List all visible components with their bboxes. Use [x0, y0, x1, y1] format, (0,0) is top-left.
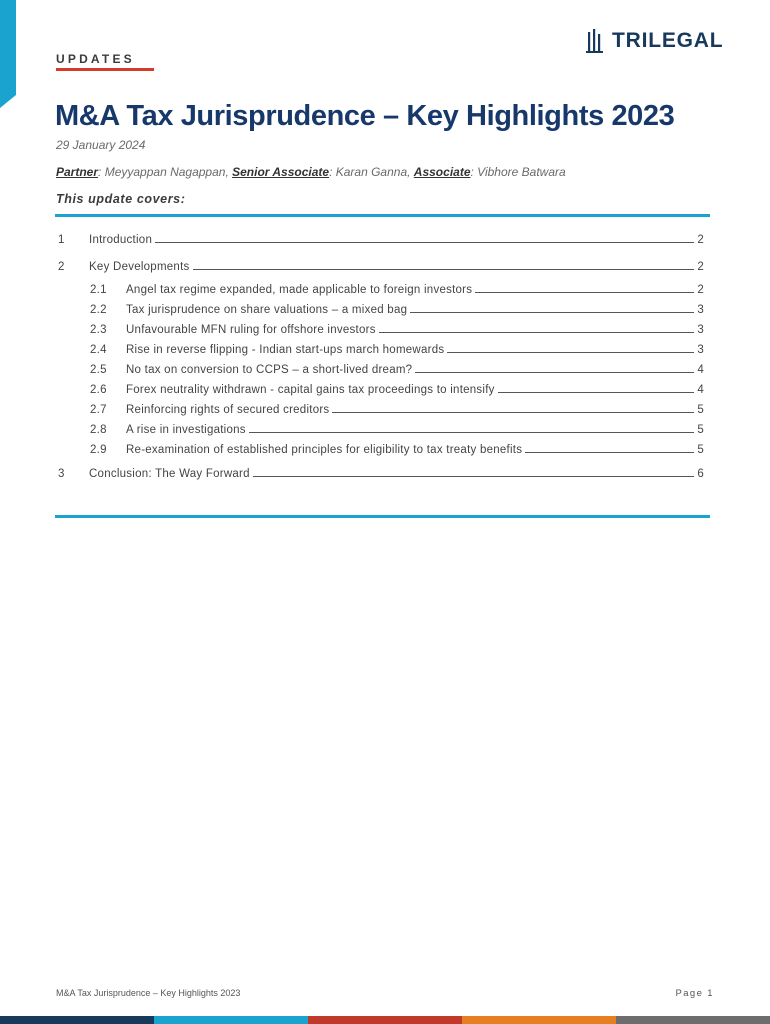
toc-entry[interactable]	[90, 300, 704, 316]
footer-bar-segment	[308, 1016, 462, 1024]
author-role: Associate	[413, 165, 471, 179]
toc-leader-line	[379, 332, 695, 333]
toc-entry-number: 1	[58, 234, 65, 246]
toc-entry-number: 2.8	[90, 424, 107, 436]
toc-entry-label: Forex neutrality withdrawn - capital gains tax proceedings to intensify	[126, 384, 495, 396]
toc-entry-page: 5	[697, 404, 704, 416]
toc-entry-page: 2	[697, 284, 704, 296]
author-role: Senior Associate	[232, 165, 330, 179]
toc-leader-line	[253, 476, 695, 477]
toc-leader-line	[525, 452, 694, 453]
toc-entry-number: 2.6	[90, 384, 107, 396]
toc-entry[interactable]	[58, 230, 704, 246]
toc-entry-number: 2.1	[90, 284, 107, 296]
toc-entry-page: 6	[697, 468, 704, 480]
toc-entry-label: Tax jurisprudence on share valuations – a mixed bag	[126, 304, 408, 316]
toc-entry[interactable]	[58, 464, 704, 480]
toc-leader-line	[415, 372, 694, 373]
toc-leader-line	[332, 412, 694, 413]
toc-entry-label: Re-examination of established principles for eligibility to tax treaty benefits	[126, 444, 523, 456]
footer-color-bar	[0, 1016, 770, 1024]
toc-entry-page: 3	[697, 324, 704, 336]
toc-entry[interactable]	[90, 440, 704, 456]
footer-document-name: M&A Tax Jurisprudence – Key Highlights 2023	[56, 988, 241, 998]
toc-entry-label: Introduction	[89, 234, 153, 246]
footer-page-number: Page 1	[675, 988, 714, 999]
toc-entry[interactable]	[90, 380, 704, 396]
toc-entry-label: Reinforcing rights of secured creditors	[126, 404, 330, 416]
toc-entry-label: Angel tax regime expanded, made applicable to foreign investors	[126, 284, 473, 296]
toc-entry-page: 3	[697, 344, 704, 356]
section-label-underline	[56, 68, 154, 71]
toc-entry-number: 2	[58, 261, 65, 273]
page-title: M&A Tax Jurisprudence – Key Highlights 2023	[55, 100, 675, 132]
author-name: : Vibhore Batwara	[470, 165, 566, 179]
publication-date: 29 January 2024	[56, 138, 146, 152]
toc-entry-number: 2.7	[90, 404, 107, 416]
toc-entry-page: 4	[697, 384, 704, 396]
trilegal-logo-icon	[586, 28, 606, 54]
logo-wordmark: TRILEGAL	[612, 29, 724, 52]
toc-leader-line	[193, 269, 695, 270]
toc-leader-line	[447, 352, 694, 353]
toc-entry-label: A rise in investigations	[126, 424, 246, 436]
toc-entry-number: 2.3	[90, 324, 107, 336]
footer-bar-segment	[462, 1016, 616, 1024]
author-name: : Meyyappan Nagappan,	[98, 165, 233, 179]
toc-entry-page: 2	[697, 261, 704, 273]
toc-entry[interactable]	[58, 257, 704, 273]
divider-top	[55, 214, 710, 217]
toc-entry[interactable]	[90, 320, 704, 336]
toc-entry-number: 2.2	[90, 304, 107, 316]
toc-entry-label: Rise in reverse flipping - Indian start-ups march homewards	[126, 344, 445, 356]
toc-entry-number: 2.4	[90, 344, 107, 356]
toc-leader-line	[249, 432, 695, 433]
section-label: UPDATES	[56, 52, 135, 66]
footer-bar-segment	[154, 1016, 308, 1024]
covers-heading: This update covers:	[56, 192, 186, 206]
toc-entry[interactable]	[90, 360, 704, 376]
toc-leader-line	[498, 392, 695, 393]
authors-line	[56, 165, 566, 179]
toc-leader-line	[155, 242, 694, 243]
footer-bar-segment	[616, 1016, 770, 1024]
toc-entry-page: 3	[697, 304, 704, 316]
corner-accent-shape	[0, 0, 16, 108]
author-name: : Karan Ganna,	[329, 165, 414, 179]
toc-entry-page: 2	[697, 234, 704, 246]
author-role: Partner	[56, 165, 99, 179]
toc-entry[interactable]	[90, 420, 704, 436]
toc-entry-number: 2.9	[90, 444, 107, 456]
toc-entry[interactable]	[90, 280, 704, 296]
toc-entry[interactable]	[90, 340, 704, 356]
divider-bottom	[55, 515, 710, 518]
trilegal-logo	[586, 28, 723, 54]
toc-leader-line	[410, 312, 694, 313]
toc-entry-label: Conclusion: The Way Forward	[89, 468, 250, 480]
toc-leader-line	[475, 292, 694, 293]
toc-entry-label: Unfavourable MFN ruling for offshore investors	[126, 324, 376, 336]
toc-entry-number: 2.5	[90, 364, 107, 376]
toc-entry-label: No tax on conversion to CCPS – a short-lived dream?	[126, 364, 413, 376]
toc-entry-label: Key Developments	[89, 261, 190, 273]
toc-entry-page: 5	[697, 444, 704, 456]
toc-entry[interactable]	[90, 400, 704, 416]
footer-bar-segment	[0, 1016, 154, 1024]
toc-entry-number: 3	[58, 468, 65, 480]
toc-entry-page: 5	[697, 424, 704, 436]
toc-entry-page: 4	[697, 364, 704, 376]
